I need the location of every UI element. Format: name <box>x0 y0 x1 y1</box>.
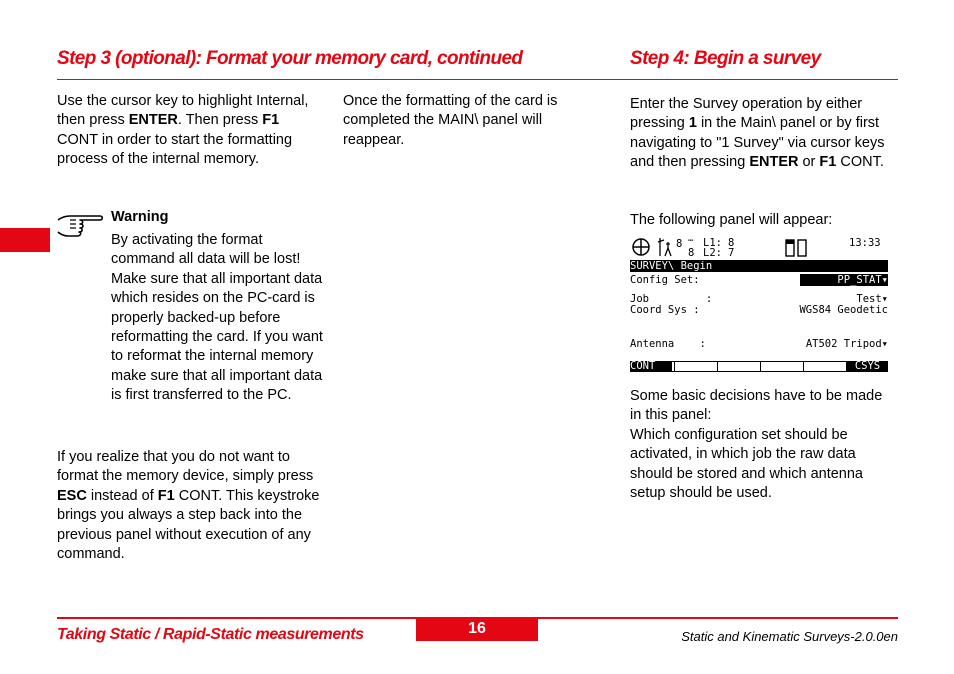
config-set-label: Config Set: <box>630 274 700 286</box>
coord-sys-value: WGS84 Geodetic <box>799 304 888 316</box>
col1-paragraph-2: If you realize that you do not want to format the memory device, simply press ESC instead of F1 CONT. This keystroke brings you always a step back into the previous panel without execution of any command. <box>57 449 320 563</box>
satellite-tracking-icon <box>630 236 654 258</box>
col3-paragraph-1: Enter the Survey operation by either pressing 1 in the Main\ panel or by first navigating to "1 Survey" via cursor keys and then pressing ENTER or F1 CONT. <box>630 96 885 171</box>
instrument-screen <box>630 234 888 374</box>
warning-block <box>111 208 326 227</box>
job-dropdown[interactable]: Test▾ <box>856 293 888 305</box>
job-label: Job : <box>630 293 713 305</box>
l2-value: 7 <box>728 247 735 259</box>
sat-count-a: 8 <box>676 238 683 250</box>
warning-title: Warning <box>111 209 169 225</box>
memory-battery-icon <box>785 238 809 258</box>
softkey-csys[interactable]: CSYS <box>847 361 888 372</box>
antenna-person-icon <box>656 236 674 258</box>
l1-label: L1: <box>703 237 722 249</box>
footer-chapter-title: Taking Static / Rapid-Static measurements <box>57 626 364 643</box>
margin-tab-marker <box>0 228 50 252</box>
antenna-dropdown[interactable]: AT502 Tripod▾ <box>805 338 888 350</box>
right-section-title: Step 4: Begin a survey <box>630 48 821 69</box>
l2-label: L2: <box>703 247 722 259</box>
softkey-bar <box>630 361 888 372</box>
col3-paragraph-3: Some basic decisions have to be made in this panel: <box>630 388 883 424</box>
antenna-label: Antenna : <box>630 338 706 350</box>
l1-value: 8 <box>728 237 735 249</box>
col3-paragraph-4: Which configuration set should be activated, in which job the raw data should be stored and which antenna setup should be used. <box>630 427 863 502</box>
signal-icon: ⋯ <box>688 236 694 246</box>
coord-sys-label: Coord Sys : <box>630 304 700 316</box>
screen-title-bar: SURVEY\ Begin <box>630 260 888 272</box>
left-section-title: Step 3 (optional): Format your memory card, continued <box>57 48 523 69</box>
softkey-cont[interactable]: CONT <box>630 361 672 372</box>
page-number: 16 <box>416 619 538 641</box>
sat-count-b: 8 <box>688 247 695 259</box>
col1-paragraph-1: Use the cursor key to highlight Internal, then press ENTER. Then press F1 CONT in order to start the formatting process of the internal memory. <box>57 93 309 168</box>
footer-document-title: Static and Kinematic Surveys-2.0.0en <box>681 629 898 644</box>
header-rule <box>57 79 898 80</box>
col3-paragraph-2: The following panel will appear: <box>630 212 833 228</box>
config-set-dropdown[interactable]: PP_STAT▾ <box>800 274 888 286</box>
clock-time: 13:33 <box>849 237 881 249</box>
col2-paragraph-1: Once the formatting of the card is completed the MAIN\ panel will reappear. <box>343 93 558 148</box>
pointing-hand-icon <box>56 210 104 242</box>
warning-text: By activating the format command all data will be lost! Make sure that all important data which resides on the PC-card is properly backed-up before reformatting the card. If you want to reformat the internal memory make sure that all important data is first transferred to the PC. <box>111 232 323 404</box>
